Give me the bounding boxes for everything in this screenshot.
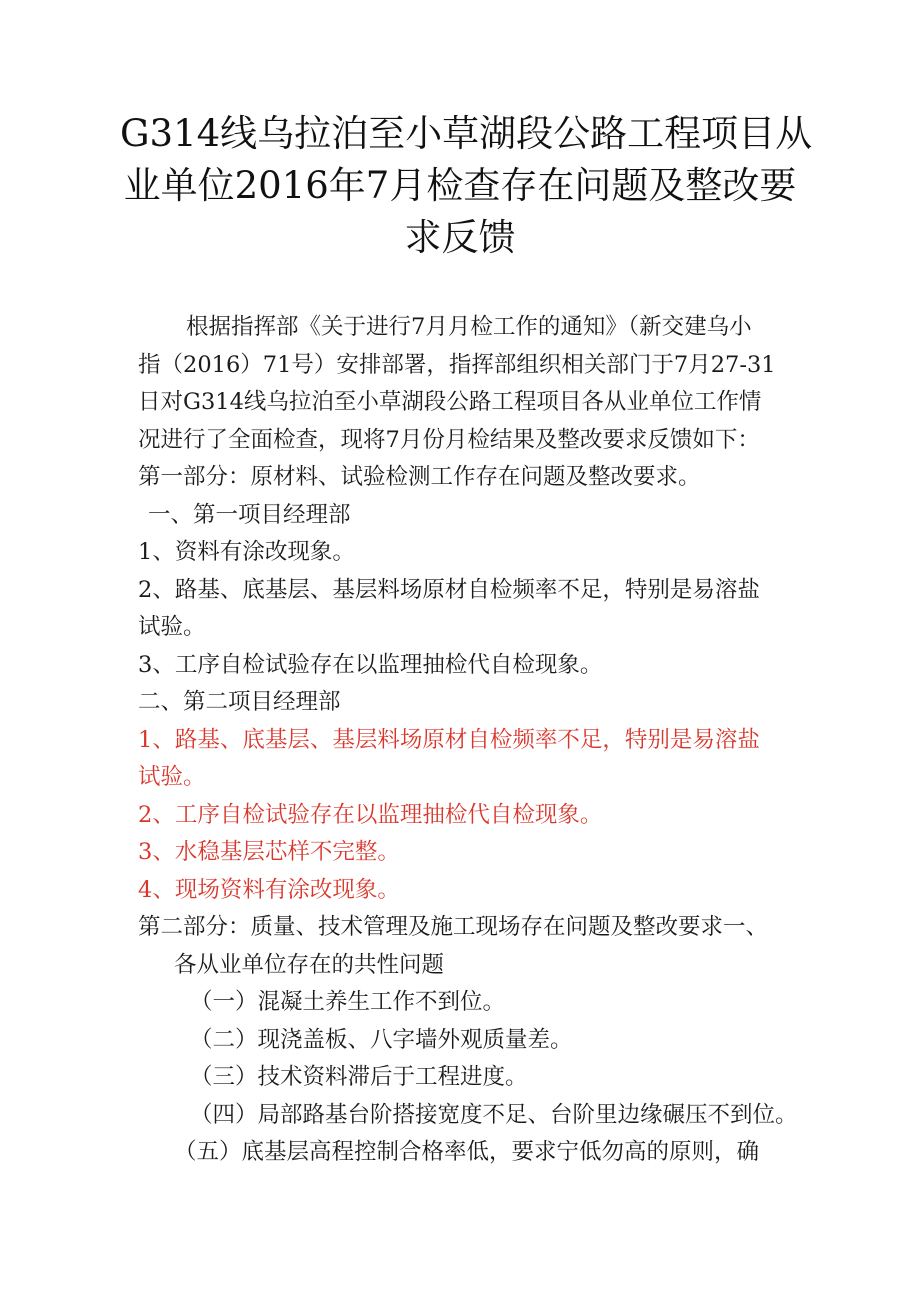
part1-section2-item-1: 1、路基、底基层、基层料场原材自检频率不足，特别是易溶盐 — [138, 727, 760, 753]
part1-section1-item-1: 1、资料有涂改现象。 — [138, 539, 355, 565]
part2-heading-line-2: 各从业单位存在的共性问题 — [174, 952, 445, 978]
part2-item-4: （四）局部路基台阶搭接宽度不足、台阶里边缘碾压不到位。 — [190, 1102, 798, 1128]
part1-heading: 第一部分：原材料、试验检测工作存在问题及整改要求。 — [138, 464, 701, 490]
part1-section1-item-3: 3、工序自检试验存在以监理抽检代自检现象。 — [138, 652, 603, 678]
part2-item-2: （二）现浇盖板、八字墙外观质量差。 — [190, 1027, 573, 1053]
title-line-2: 业单位2016年7月检查存在问题及整改要 — [123, 164, 797, 207]
part1-section2-item-3: 3、水稳基层芯样不完整。 — [138, 839, 400, 865]
part1-section1-heading: 一、第一项目经理部 — [148, 502, 351, 528]
part1-section1-item-2-cont: 试验。 — [138, 614, 206, 640]
document-title — [120, 108, 813, 264]
part1-section2-item-4: 4、现场资料有涂改现象。 — [138, 877, 400, 903]
intro-line-2: 指（2016）71号）安排部署，指挥部组织相关部门于7月27-31 — [138, 352, 776, 378]
intro-line-3: 日对G314线乌拉泊至小草湖段公路工程项目各从业单位工作情 — [138, 389, 762, 415]
part2-item-1: （一）混凝土养生工作不到位。 — [190, 989, 506, 1015]
intro-line-1: 根据指挥部《关于进行7月月检工作的通知》（新交建乌小 — [186, 314, 752, 340]
part2-item-3: （三）技术资料滞后于工程进度。 — [190, 1064, 528, 1090]
part2-item-5: （五）底基层高程控制合格率低，要求宁低勿高的原则，确 — [174, 1139, 760, 1165]
title-line-3: 求反馈 — [404, 216, 516, 259]
part1-section2-item-1-cont: 试验。 — [138, 764, 206, 790]
part1-section2-item-2: 2、工序自检试验存在以监理抽检代自检现象。 — [138, 802, 603, 828]
part2-heading-line-1: 第二部分：质量、技术管理及施工现场存在问题及整改要求一、 — [138, 914, 769, 940]
intro-line-4: 况进行了全面检查，现将7月份月检结果及整改要求反馈如下： — [138, 427, 760, 453]
title-line-1: G314线乌拉泊至小草湖段公路工程项目从 — [120, 112, 813, 155]
part1-section2-heading: 二、第二项目经理部 — [138, 689, 341, 715]
part1-section1-item-2: 2、路基、底基层、基层料场原材自检频率不足，特别是易溶盐 — [138, 577, 760, 603]
